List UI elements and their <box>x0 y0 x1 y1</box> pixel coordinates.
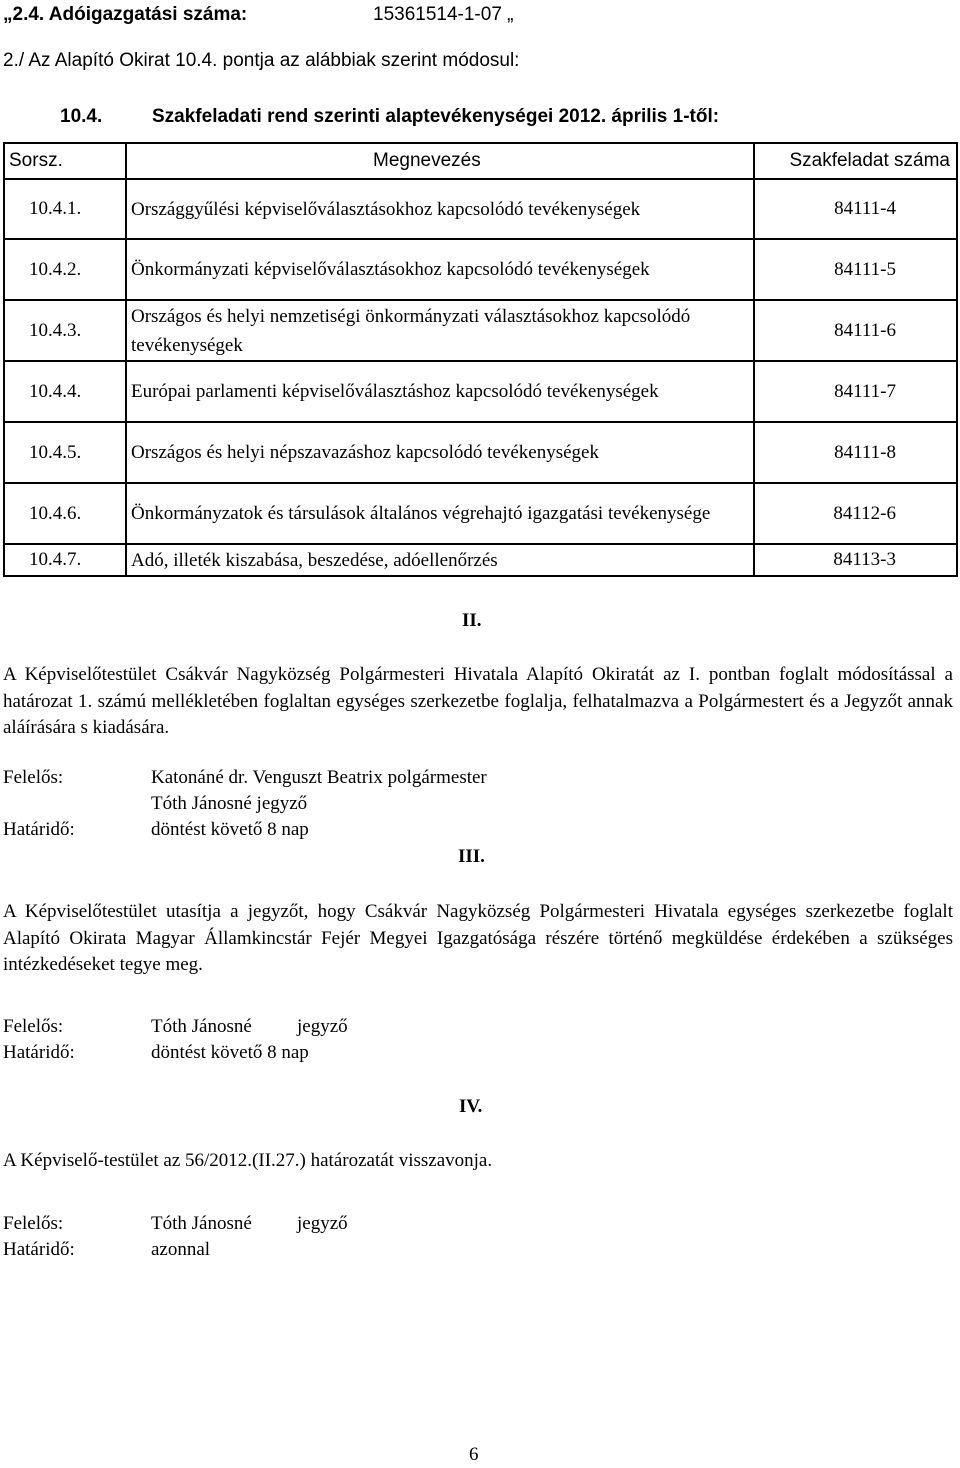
row-name: Adó, illeték kiszabása, beszedése, adóellenőrzés <box>126 544 754 576</box>
section-iii-responsible-name: Tóth Jánosné <box>151 1016 252 1037</box>
row-num: 10.4.2. <box>4 239 126 300</box>
row-code: 84111-6 <box>754 300 957 361</box>
heading-label: „2.4. Adóigazgatási száma: <box>3 4 248 25</box>
row-name: Országgyűlési képviselőválasztásokhoz kapcsolódó tevékenységek <box>126 179 754 239</box>
section-iv-text: A Képviselő-testület az 56/2012.(II.27.) határozatát visszavonja. <box>3 1150 493 1171</box>
section-ii-deadline-label: Határidő: <box>3 819 75 840</box>
row-code: 84111-8 <box>754 422 957 483</box>
section-iv-deadline-label: Határidő: <box>3 1239 75 1260</box>
row-name: Országos és helyi nemzetiségi önkormányzati választásokhoz kapcsolódó tevékenységek <box>126 300 754 361</box>
row-name: Országos és helyi népszavazáshoz kapcsolódó tevékenységek <box>126 422 754 483</box>
table-row <box>4 239 957 300</box>
row-name: Önkormányzatok és társulások általános végrehajtó igazgatási tevékenysége <box>126 483 754 544</box>
table-row <box>4 300 957 361</box>
row-num: 10.4.4. <box>4 361 126 422</box>
row-code: 84111-5 <box>754 239 957 300</box>
section-iii-deadline: döntést követő 8 nap <box>151 1042 309 1063</box>
section-heading-number: 10.4. <box>60 106 103 127</box>
row-code: 84111-4 <box>754 179 957 239</box>
row-name: Önkormányzati képviselőválasztásokhoz kapcsolódó tevékenységek <box>126 239 754 300</box>
table-row <box>4 544 957 576</box>
section-iii-responsible-label: Felelős: <box>3 1016 64 1037</box>
table-row <box>4 361 957 422</box>
section-ii-title: II. <box>462 610 482 631</box>
section-iv-responsible-label: Felelős: <box>3 1213 64 1234</box>
row-num: 10.4.5. <box>4 422 126 483</box>
table-header-row <box>4 143 957 179</box>
section-ii-text: A Képviselőtestület Csákvár Nagyközség Polgármesteri Hivatala Alapító Okiratát az I. pontban foglalt módosítással a határozat 1. számú mellékletében foglaltan egységes szerkezetbe foglalja, felhatalmazva a Polgármestert és a Jegyzőt annak aláírására s kiadására. <box>3 664 953 738</box>
row-num: 10.4.1. <box>4 179 126 239</box>
activities-table <box>3 142 958 577</box>
section-iii-title: III. <box>458 846 485 867</box>
row-code: 84112-6 <box>754 483 957 544</box>
section-ii-deadline: döntést követő 8 nap <box>151 819 309 840</box>
section-iii-text: A Képviselőtestület utasítja a jegyzőt, hogy Csákvár Nagyközség Polgármesteri Hivatala egységes szerkezetbe foglalt Alapító Okirata Magyar Államkincstár Fejér Megyei Igazgatósága részére történő megküldése érdekében a szükséges intézkedéseket tegye meg. <box>3 901 953 975</box>
row-num: 10.4.3. <box>4 300 126 361</box>
row-num: 10.4.7. <box>4 544 126 576</box>
section-iii-deadline-label: Határidő: <box>3 1042 75 1063</box>
section-iv-title: IV. <box>459 1096 483 1117</box>
table-row <box>4 422 957 483</box>
header-szakfeladat: Szakfeladat száma <box>754 143 957 179</box>
row-code: 84113-3 <box>754 544 957 576</box>
header-megnevezes: Megnevezés <box>126 143 754 179</box>
section-iii-responsible-role: jegyző <box>297 1016 348 1037</box>
section-ii-responsible-1: Katonáné dr. Venguszt Beatrix polgármester <box>151 767 487 788</box>
heading-value: 15361514-1-07 „ <box>373 4 514 25</box>
section-ii-responsible-label: Felelős: <box>3 767 64 788</box>
table-row <box>4 179 957 239</box>
header-sorsz: Sorsz. <box>4 143 126 179</box>
page-number: 6 <box>469 1444 479 1465</box>
section-iv-responsible-name: Tóth Jánosné <box>151 1213 252 1234</box>
table-row <box>4 483 957 544</box>
section-heading-text: Szakfeladati rend szerinti alaptevékenységei 2012. április 1-től: <box>152 106 720 127</box>
section-ii-responsible-2: Tóth Jánosné jegyző <box>151 793 308 814</box>
section-iv-responsible-role: jegyző <box>297 1213 348 1234</box>
row-num: 10.4.6. <box>4 483 126 544</box>
row-name: Európai parlamenti képviselőválasztáshoz kapcsolódó tevékenységek <box>126 361 754 422</box>
section-iv-deadline: azonnal <box>151 1239 211 1260</box>
amend-line: 2./ Az Alapító Okirat 10.4. pontja az alábbiak szerint módosul: <box>3 50 520 71</box>
row-code: 84111-7 <box>754 361 957 422</box>
